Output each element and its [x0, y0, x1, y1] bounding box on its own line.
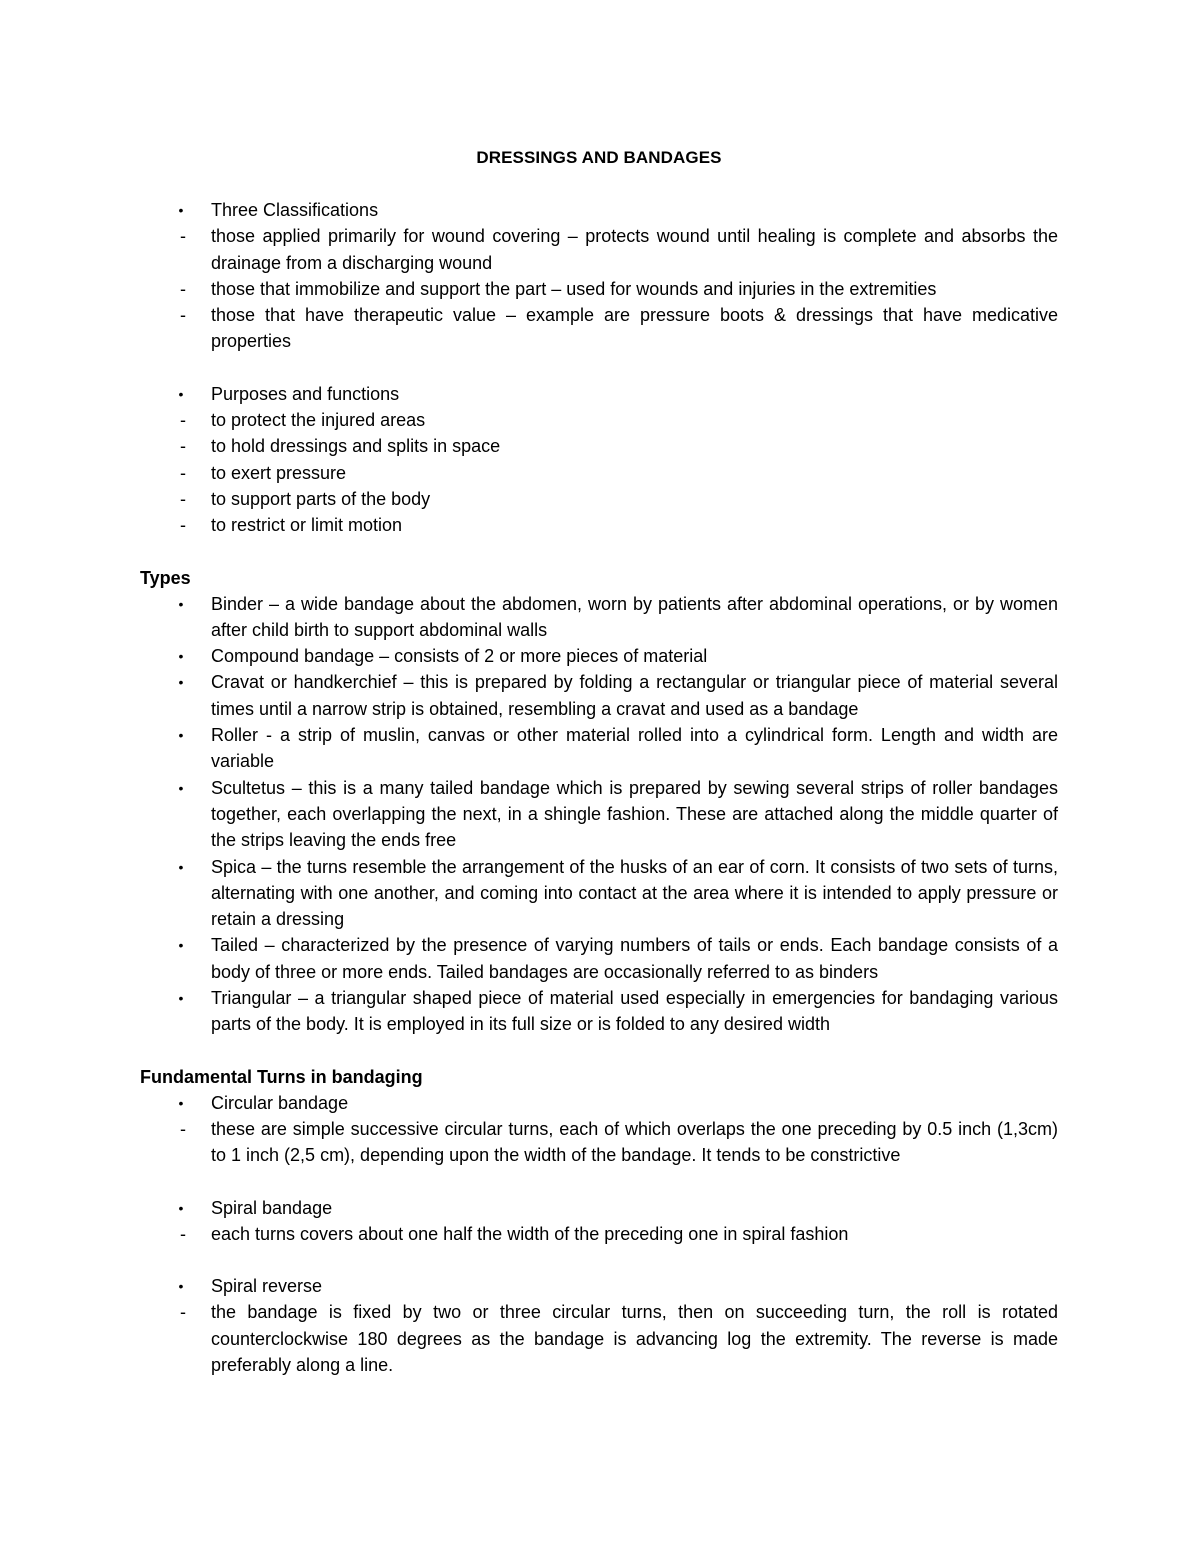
list-item	[140, 1221, 1058, 1247]
bullet-icon: •	[178, 990, 184, 1007]
dash-icon: -	[180, 305, 186, 326]
section-heading-types: Types	[140, 567, 191, 588]
list-heading: Purposes and functions	[211, 383, 400, 404]
list-text: these are simple successive circular turns, each of which overlaps the one preceding by 0.5 inch (1,3cm) to 1 inch (2,5 cm), depending upon the width of the bandage. It tends to be constrictive	[211, 1118, 1058, 1166]
list-text: to exert pressure	[211, 462, 347, 483]
list-item	[140, 854, 1058, 933]
list-item	[140, 381, 1058, 407]
list-text: to support parts of the body	[211, 488, 431, 509]
spacer	[140, 355, 1058, 381]
list-text: each turns covers about one half the width of the preceding one in spiral fashion	[211, 1223, 849, 1244]
list-text: to hold dressings and splits in space	[211, 436, 501, 457]
list-item	[140, 775, 1058, 854]
list-item	[140, 433, 1058, 459]
bullet-icon: •	[178, 1199, 184, 1216]
list-heading: Circular bandage	[211, 1092, 349, 1113]
page-title: DRESSINGS AND BANDAGES	[476, 148, 722, 167]
list-text: Scultetus – this is a many tailed bandage which is prepared by sewing several strips of roller bandages together, each overlapping the next, in a shingle fashion. These are attached along the middle quarter of the strips leaving the ends free	[211, 777, 1058, 851]
bullet-icon: •	[178, 937, 184, 954]
list-text: Binder – a wide bandage about the abdomen, worn by patients after abdominal operations, or by women after child birth to support abdominal walls	[211, 593, 1058, 640]
list-text: to protect the injured areas	[211, 410, 426, 431]
dash-icon: -	[180, 1118, 186, 1139]
dash-icon: -	[180, 436, 186, 457]
spacer	[140, 1247, 1058, 1273]
list-item	[140, 1116, 1058, 1169]
list-text: those that have therapeutic value – example are pressure boots & dressings that have medicative properties	[211, 305, 1058, 352]
document-body	[140, 145, 1058, 1378]
spacer	[140, 1169, 1058, 1195]
bullet-icon: •	[178, 648, 184, 665]
list-text: the bandage is fixed by two or three circular turns, then on succeeding turn, the roll is rotated counterclockwise 180 degrees as the bandage is advancing log the extremity. The reverse is made preferably along a line.	[211, 1302, 1058, 1375]
dash-icon: -	[180, 410, 186, 431]
list-item	[140, 1299, 1058, 1378]
list-item	[140, 1090, 1058, 1116]
list-heading: Three Classifications	[211, 200, 379, 220]
list-text: to restrict or limit motion	[211, 515, 403, 536]
list-text: Tailed – characterized by the presence of varying numbers of tails or ends. Each bandage consists of a body of three or more ends. Tailed bandages are occasionally referred to as binders	[211, 935, 1058, 982]
list-item	[140, 669, 1058, 722]
dash-icon: -	[180, 515, 186, 536]
bullet-icon: •	[178, 595, 184, 612]
section-heading-turns: Fundamental Turns in bandaging	[140, 1066, 423, 1087]
list-text: Cravat or handkerchief – this is prepared by folding a rectangular or triangular piece of material several times until a narrow strip is obtained, resembling a cravat and used as a bandage	[211, 672, 1058, 719]
list-item	[140, 407, 1058, 433]
bullet-icon: •	[178, 1278, 184, 1295]
list-text: Roller - a strip of muslin, canvas or other material rolled into a cylindrical form. Length and width are variable	[211, 725, 1058, 772]
dash-icon: -	[180, 462, 186, 483]
list-heading: Spiral reverse	[211, 1276, 323, 1297]
dash-icon: -	[180, 278, 186, 299]
list-text: Triangular – a triangular shaped piece of material used especially in emergencies for bandaging various parts of the body. It is employed in its full size or is folded to any desired width	[211, 988, 1058, 1035]
spacer	[140, 1038, 1058, 1064]
bullet-icon: •	[178, 779, 184, 796]
list-item	[140, 223, 1058, 276]
bullet-icon: •	[178, 385, 184, 402]
bullet-icon: •	[178, 202, 184, 218]
list-item	[140, 486, 1058, 512]
list-item	[140, 512, 1058, 538]
bullet-icon: •	[178, 727, 184, 744]
list-item	[140, 302, 1058, 355]
list-item	[140, 276, 1058, 302]
dash-icon: -	[180, 488, 186, 509]
list-item	[140, 985, 1058, 1038]
list-text: Compound bandage – consists of 2 or more pieces of material	[211, 646, 708, 667]
list-item	[140, 591, 1058, 644]
bullet-icon: •	[178, 674, 184, 691]
list-item	[140, 722, 1058, 775]
list-item	[140, 932, 1058, 985]
dash-icon: -	[180, 1223, 186, 1244]
spacer	[140, 539, 1058, 565]
list-text: those that immobilize and support the part – used for wounds and injuries in the extremities	[211, 278, 937, 299]
list-item	[140, 643, 1058, 669]
bullet-icon: •	[178, 858, 184, 875]
list-text: those applied primarily for wound covering – protects wound until healing is complete and absorbs the drainage from a discharging wound	[211, 226, 1058, 273]
list-item	[140, 1273, 1058, 1299]
bullet-icon: •	[178, 1094, 184, 1111]
dash-icon: -	[180, 1302, 186, 1323]
dash-icon: -	[180, 226, 186, 247]
list-text: Spica – the turns resemble the arrangement of the husks of an ear of corn. It consists of two sets of turns, alternating with one another, and coming into contact at the area where it is intended to apply pressure or retain a dressing	[211, 856, 1058, 930]
list-item	[140, 1195, 1058, 1221]
list-item	[140, 460, 1058, 486]
list-heading: Spiral bandage	[211, 1197, 333, 1218]
list-item	[140, 197, 1058, 223]
